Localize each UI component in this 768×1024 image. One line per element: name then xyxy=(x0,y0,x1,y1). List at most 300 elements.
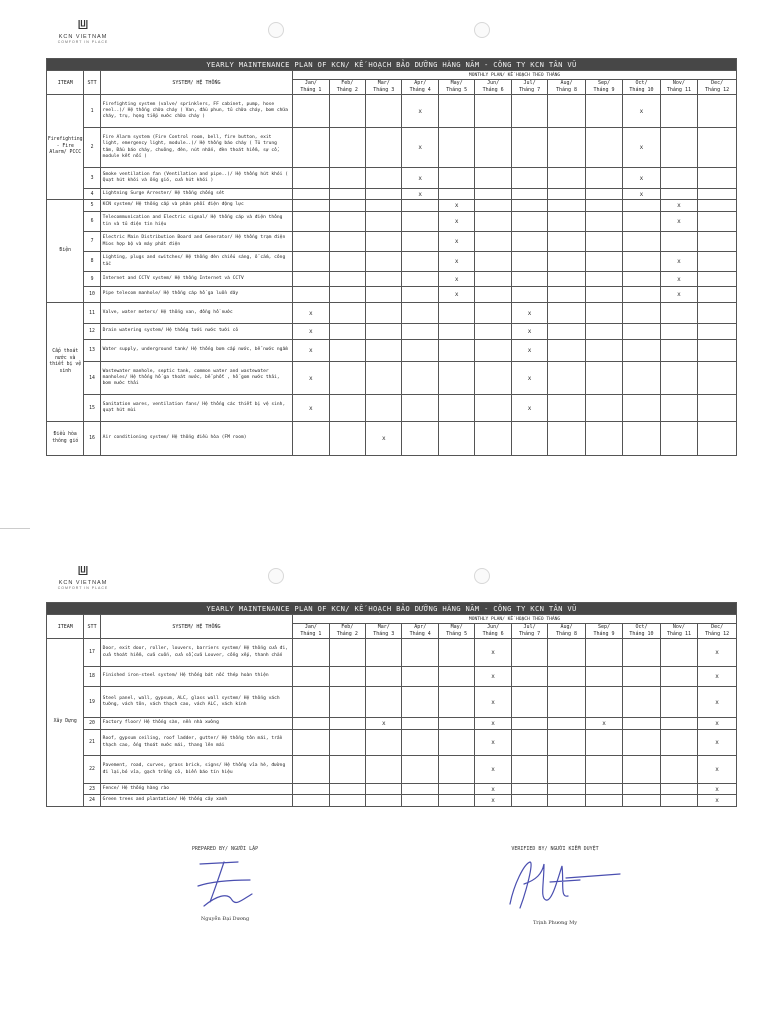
scheduled-mark: x xyxy=(475,795,511,807)
team-cell: Điện xyxy=(47,200,84,303)
month-cell xyxy=(366,730,402,756)
scheduled-mark: x xyxy=(623,168,660,189)
month-cell xyxy=(548,730,585,756)
month-cell xyxy=(623,730,660,756)
punch-hole xyxy=(474,568,490,584)
month-name-en: Mar/ xyxy=(377,80,390,86)
month-header xyxy=(329,624,365,639)
prepared-by-name: Nguyễn Đại Dương xyxy=(200,916,250,922)
month-name-en: Jan/ xyxy=(304,80,317,86)
month-name-en: Jul/ xyxy=(523,624,536,630)
month-cell xyxy=(585,95,622,128)
month-cell xyxy=(293,287,329,303)
month-cell xyxy=(585,200,622,212)
month-cell xyxy=(329,639,365,667)
scheduled-mark: x xyxy=(475,784,511,795)
table-row xyxy=(47,639,737,667)
month-cell xyxy=(402,303,438,324)
month-cell xyxy=(660,340,697,362)
system-description: KCN system/ Hệ thống cấp và phân phối điện động lực xyxy=(100,200,292,212)
month-cell xyxy=(660,168,697,189)
table-row xyxy=(47,340,737,362)
month-cell xyxy=(585,232,622,252)
month-name-vn: Tháng 6 xyxy=(482,631,504,637)
logo-mark-icon: ⩏ xyxy=(77,13,89,34)
month-cell xyxy=(511,168,547,189)
month-cell xyxy=(511,272,547,287)
system-description: Steel panel, wall, gypsum, ALC, glass wall system/ Hệ thống vách tường, vách tôn, vách thạch cao, vách ALC, vách kính xyxy=(100,687,292,718)
month-cell xyxy=(329,795,365,807)
table-row xyxy=(47,272,737,287)
month-name-en: Oct/ xyxy=(635,80,648,86)
month-cell xyxy=(293,200,329,212)
month-cell xyxy=(660,232,697,252)
month-header xyxy=(548,624,585,639)
punch-hole xyxy=(268,568,284,584)
scheduled-mark: x xyxy=(438,252,474,272)
month-cell xyxy=(585,287,622,303)
month-cell xyxy=(438,639,474,667)
month-cell xyxy=(329,212,365,232)
month-header xyxy=(511,80,547,95)
system-description: Electric Main Distribution Board and Generator/ Hệ thống trạm điện Mios hợp bộ và máy phát điện xyxy=(100,232,292,252)
month-cell xyxy=(585,730,622,756)
month-name-en: Aug/ xyxy=(560,80,573,86)
logo-brand-name: KCN VIETNAM xyxy=(58,34,108,40)
table-row xyxy=(47,252,737,272)
scheduled-mark: x xyxy=(660,252,697,272)
scheduled-mark: x xyxy=(585,718,622,730)
month-cell xyxy=(548,212,585,232)
system-description: Drain watering system/ Hệ thống tưới nước tưới cỏ xyxy=(100,324,292,340)
month-cell xyxy=(293,756,329,784)
month-cell xyxy=(329,168,365,189)
table-row xyxy=(47,687,737,718)
month-cell xyxy=(548,784,585,795)
month-cell xyxy=(511,287,547,303)
month-cell xyxy=(511,252,547,272)
team-cell: Điều hòa thông gió xyxy=(47,422,84,456)
month-cell xyxy=(329,252,365,272)
table-row xyxy=(47,189,737,200)
scheduled-mark: x xyxy=(698,795,737,807)
month-cell xyxy=(585,340,622,362)
month-cell xyxy=(511,128,547,168)
month-cell xyxy=(548,128,585,168)
scheduled-mark: x xyxy=(698,756,737,784)
month-cell xyxy=(698,95,737,128)
scheduled-mark: x xyxy=(438,232,474,252)
month-cell xyxy=(548,189,585,200)
system-description: Factory floor/ Hệ thống sàn, nền nhà xưởng xyxy=(100,718,292,730)
month-cell xyxy=(623,232,660,252)
month-cell xyxy=(329,303,365,324)
month-name-en: Aug/ xyxy=(560,624,573,630)
month-cell xyxy=(438,395,474,422)
month-cell xyxy=(438,168,474,189)
month-cell xyxy=(402,200,438,212)
month-cell xyxy=(329,667,365,687)
month-cell xyxy=(698,324,737,340)
team-cell: Firefighting - Fire Alarm/ PCCC xyxy=(47,95,84,200)
month-cell xyxy=(329,340,365,362)
column-header-team: ITEAM xyxy=(47,71,84,95)
month-cell xyxy=(402,272,438,287)
month-cell xyxy=(660,362,697,395)
system-description: Firefighting system (valve/ sprinklers, FF cabinet, pump, hose reel..)/ Hệ thống chữa cháy ( Van, đầu phun, tủ chữa cháy, bơm chữa cháy, trụ, họng tiếp nước chữa cháy ) xyxy=(100,95,292,128)
month-cell xyxy=(511,730,547,756)
month-cell xyxy=(438,795,474,807)
month-name-en: Jan/ xyxy=(304,624,317,630)
month-cell xyxy=(585,687,622,718)
month-cell xyxy=(585,189,622,200)
column-header-no: STT xyxy=(84,71,100,95)
month-name-en: May/ xyxy=(450,624,463,630)
month-name-en: Jun/ xyxy=(487,80,500,86)
table-row xyxy=(47,667,737,687)
month-cell xyxy=(623,795,660,807)
scheduled-mark: x xyxy=(698,718,737,730)
month-header xyxy=(438,624,474,639)
prepared-signature-icon xyxy=(180,856,270,912)
month-cell xyxy=(623,212,660,232)
month-cell xyxy=(585,324,622,340)
row-number: 2 xyxy=(84,128,100,168)
month-cell xyxy=(623,422,660,456)
verified-signature-icon xyxy=(480,854,630,916)
month-cell xyxy=(329,730,365,756)
row-number: 9 xyxy=(84,272,100,287)
row-number: 15 xyxy=(84,395,100,422)
month-cell xyxy=(366,395,402,422)
month-cell xyxy=(329,324,365,340)
month-cell xyxy=(511,200,547,212)
month-cell xyxy=(548,95,585,128)
month-name-vn: Tháng 3 xyxy=(373,631,395,637)
company-logo xyxy=(48,14,118,44)
month-cell xyxy=(438,324,474,340)
row-number: 21 xyxy=(84,730,100,756)
fold-mark xyxy=(0,528,30,529)
month-name-en: Sep/ xyxy=(597,80,611,86)
scheduled-mark: x xyxy=(475,718,511,730)
plan-title: YEARLY MAINTENANCE PLAN OF KCN/ KẾ HOẠCH BẢO DƯỠNG HÀNG NĂM - CÔNG TY KCN TÂN VŨ xyxy=(47,603,737,615)
table-row xyxy=(47,324,737,340)
scheduled-mark: x xyxy=(698,667,737,687)
month-cell xyxy=(402,756,438,784)
month-name-en: Nov/ xyxy=(672,80,685,86)
month-cell xyxy=(698,200,737,212)
month-cell xyxy=(438,128,474,168)
scheduled-mark: x xyxy=(511,340,547,362)
month-name-en: Mar/ xyxy=(377,624,390,630)
month-cell xyxy=(366,756,402,784)
month-cell xyxy=(293,252,329,272)
row-number: 24 xyxy=(84,795,100,807)
month-cell xyxy=(438,422,474,456)
month-header xyxy=(660,80,697,95)
month-cell xyxy=(623,687,660,718)
month-header xyxy=(329,80,365,95)
scheduled-mark: x xyxy=(402,168,438,189)
month-name-en: Apr/ xyxy=(414,80,427,86)
month-cell xyxy=(438,95,474,128)
month-cell xyxy=(623,395,660,422)
month-cell xyxy=(402,252,438,272)
month-cell xyxy=(402,422,438,456)
month-cell xyxy=(623,303,660,324)
system-description: Pipe telecom manhole/ Hệ thống cáp hố ga luồn dây xyxy=(100,287,292,303)
month-cell xyxy=(698,362,737,395)
punch-hole xyxy=(268,22,284,38)
month-cell xyxy=(660,128,697,168)
month-cell xyxy=(548,687,585,718)
row-number: 7 xyxy=(84,232,100,252)
logo-mark-icon: ⩏ xyxy=(77,559,89,580)
month-cell xyxy=(475,95,511,128)
column-header-no: STT xyxy=(84,615,100,639)
month-header xyxy=(623,624,660,639)
scheduled-mark: x xyxy=(366,718,402,730)
month-cell xyxy=(660,95,697,128)
plan-title: YEARLY MAINTENANCE PLAN OF KCN/ KẾ HOẠCH BẢO DƯỠNG HÀNG NĂM - CÔNG TY KCN TÂN VŨ xyxy=(47,59,737,71)
verified-by-block xyxy=(480,846,630,926)
month-name-vn: Tháng 7 xyxy=(519,631,541,637)
month-cell xyxy=(585,272,622,287)
month-cell xyxy=(366,795,402,807)
system-description: Pavement, road, curves, grass brick, signs/ Hệ thống vỉa hè, đường đi lại,bó vỉa, gạch trồng cỏ, biển báo tín hiệu xyxy=(100,756,292,784)
month-cell xyxy=(329,687,365,718)
month-cell xyxy=(293,687,329,718)
month-name-en: Oct/ xyxy=(635,624,648,630)
scheduled-mark: x xyxy=(402,128,438,168)
month-cell xyxy=(329,422,365,456)
month-cell xyxy=(660,784,697,795)
month-cell xyxy=(293,730,329,756)
month-name-en: Feb/ xyxy=(341,80,354,86)
month-name-vn: Tháng 5 xyxy=(446,631,468,637)
system-description: Telecommunication and Electric signal/ Hệ thống cáp và điện thông tin và tủ điện tín hiệu xyxy=(100,212,292,232)
month-cell xyxy=(660,422,697,456)
month-cell xyxy=(366,287,402,303)
month-cell xyxy=(511,422,547,456)
maintenance-plan-table-1 xyxy=(46,58,737,456)
month-cell xyxy=(623,639,660,667)
system-description: Roof, gypsum ceiling, roof ladder, gutter/ Hệ thống tôn mái, trần thạch cao, ống thoát nước mái, thang lên mái xyxy=(100,730,292,756)
month-name-en: Dec/ xyxy=(711,624,724,630)
logo-tagline: COMFORT IN PLACE xyxy=(57,40,109,44)
month-header xyxy=(660,624,697,639)
month-cell xyxy=(329,756,365,784)
row-number: 8 xyxy=(84,252,100,272)
scheduled-mark: x xyxy=(698,639,737,667)
month-cell xyxy=(585,168,622,189)
month-name-vn: Tháng 8 xyxy=(555,631,578,637)
table-row xyxy=(47,395,737,422)
month-cell xyxy=(585,667,622,687)
table-row xyxy=(47,303,737,324)
month-cell xyxy=(293,795,329,807)
month-cell xyxy=(475,189,511,200)
scheduled-mark: x xyxy=(660,200,697,212)
verified-by-name: Trịnh Phương My xyxy=(532,920,578,926)
month-cell xyxy=(366,272,402,287)
system-description: Fence/ Hệ thống hàng rào xyxy=(100,784,292,795)
month-cell xyxy=(366,212,402,232)
month-cell xyxy=(623,362,660,395)
table-row xyxy=(47,232,737,252)
month-cell xyxy=(402,718,438,730)
month-cell xyxy=(585,784,622,795)
month-cell xyxy=(511,232,547,252)
month-cell xyxy=(698,212,737,232)
month-cell xyxy=(475,340,511,362)
month-name-vn: Tháng 2 xyxy=(336,87,358,93)
month-cell xyxy=(366,362,402,395)
month-name-vn: Tháng 6 xyxy=(482,87,504,93)
month-name-vn: Tháng 3 xyxy=(373,87,395,93)
system-description: Door, exit door, roller, louvers, barriers system/ Hệ thống cửa đi, cửa thoát hiểm, cửa cuốn, cửa sổ,cửa Louver, cổng xếp, thanh chắn xyxy=(100,639,292,667)
month-name-en: Dec/ xyxy=(711,80,724,86)
month-cell xyxy=(293,784,329,795)
month-cell xyxy=(475,200,511,212)
month-cell xyxy=(660,756,697,784)
month-cell xyxy=(511,756,547,784)
month-header xyxy=(623,80,660,95)
month-header xyxy=(402,80,438,95)
prepared-by-block xyxy=(160,846,290,922)
month-cell xyxy=(293,718,329,730)
month-cell xyxy=(623,324,660,340)
scheduled-mark: x xyxy=(293,362,329,395)
month-cell xyxy=(475,212,511,232)
scheduled-mark: x xyxy=(475,667,511,687)
table-row xyxy=(47,95,737,128)
month-header xyxy=(548,80,585,95)
scheduled-mark: x xyxy=(698,687,737,718)
month-name-en: Apr/ xyxy=(414,624,427,630)
row-number: 20 xyxy=(84,718,100,730)
system-description: Internet and CCTV system/ Hệ thống Internet và CCTV xyxy=(100,272,292,287)
month-cell xyxy=(402,232,438,252)
month-name-en: Jun/ xyxy=(487,624,500,630)
row-number: 16 xyxy=(84,422,100,456)
month-cell xyxy=(402,784,438,795)
month-cell xyxy=(366,303,402,324)
month-header xyxy=(698,624,737,639)
month-cell xyxy=(585,128,622,168)
scheduled-mark: x xyxy=(698,784,737,795)
month-cell xyxy=(438,340,474,362)
month-cell xyxy=(366,667,402,687)
month-cell xyxy=(660,324,697,340)
month-cell xyxy=(548,362,585,395)
system-description: Finished iron-steel system/ Hệ thống bát nốc thép hoàn thiện xyxy=(100,667,292,687)
month-cell xyxy=(293,232,329,252)
month-cell xyxy=(660,189,697,200)
month-cell xyxy=(548,639,585,667)
month-cell xyxy=(402,639,438,667)
month-cell xyxy=(293,212,329,232)
month-cell xyxy=(548,200,585,212)
punch-hole xyxy=(474,22,490,38)
month-cell xyxy=(366,340,402,362)
month-cell xyxy=(475,324,511,340)
column-header-monthly-plan: MONTHLY PLAN/ KẾ HOẠCH THEO THÁNG xyxy=(293,615,737,624)
scheduled-mark: x xyxy=(511,324,547,340)
month-cell xyxy=(660,795,697,807)
scheduled-mark: x xyxy=(438,200,474,212)
month-cell xyxy=(329,718,365,730)
month-name-en: Nov/ xyxy=(672,624,685,630)
month-cell xyxy=(293,95,329,128)
month-header xyxy=(438,80,474,95)
month-cell xyxy=(475,362,511,395)
month-cell xyxy=(475,252,511,272)
month-cell xyxy=(623,756,660,784)
month-cell xyxy=(366,168,402,189)
month-cell xyxy=(548,756,585,784)
month-cell xyxy=(623,287,660,303)
month-cell xyxy=(698,232,737,252)
month-cell xyxy=(511,95,547,128)
month-header xyxy=(475,624,511,639)
month-name-vn: Tháng 1 xyxy=(300,631,322,637)
row-number: 11 xyxy=(84,303,100,324)
table-row xyxy=(47,362,737,395)
month-cell xyxy=(475,303,511,324)
row-number: 19 xyxy=(84,687,100,718)
month-cell xyxy=(623,200,660,212)
month-cell xyxy=(511,189,547,200)
month-cell xyxy=(438,687,474,718)
month-cell xyxy=(585,303,622,324)
month-cell xyxy=(475,287,511,303)
month-cell xyxy=(585,212,622,232)
month-cell xyxy=(511,718,547,730)
table-row xyxy=(47,718,737,730)
system-description: Water supply, underground tank/ Hệ thống bơm cấp nước, bể nước ngầm xyxy=(100,340,292,362)
table-row xyxy=(47,784,737,795)
table-row xyxy=(47,795,737,807)
row-number: 6 xyxy=(84,212,100,232)
month-name-en: Jul/ xyxy=(523,80,536,86)
month-cell xyxy=(548,667,585,687)
month-cell xyxy=(548,340,585,362)
month-cell xyxy=(402,362,438,395)
row-number: 12 xyxy=(84,324,100,340)
system-description: Smoke ventilation fan (Ventilation and pipe..)/ Hệ thống hút khói ( Quạt hút khói và ống gió, cửa hút khói ) xyxy=(100,168,292,189)
month-name-vn: Tháng 5 xyxy=(446,87,468,93)
row-number: 10 xyxy=(84,287,100,303)
month-cell xyxy=(585,422,622,456)
logo-tagline: COMFORT IN PLACE xyxy=(57,586,109,590)
month-cell xyxy=(475,168,511,189)
system-description: Green trees and plantation/ Hệ thống cây xanh xyxy=(100,795,292,807)
month-cell xyxy=(623,272,660,287)
month-cell xyxy=(698,303,737,324)
month-cell xyxy=(366,95,402,128)
scheduled-mark: x xyxy=(293,303,329,324)
month-name-vn: Tháng 8 xyxy=(555,87,578,93)
month-name-en: Sep/ xyxy=(597,624,611,630)
month-cell xyxy=(402,687,438,718)
team-cell: Xây Dựng xyxy=(47,639,84,807)
month-cell xyxy=(329,362,365,395)
column-header-monthly-plan: MONTHLY PLAN/ KẾ HOẠCH THEO THÁNG xyxy=(293,71,737,80)
month-cell xyxy=(438,362,474,395)
month-cell xyxy=(402,287,438,303)
